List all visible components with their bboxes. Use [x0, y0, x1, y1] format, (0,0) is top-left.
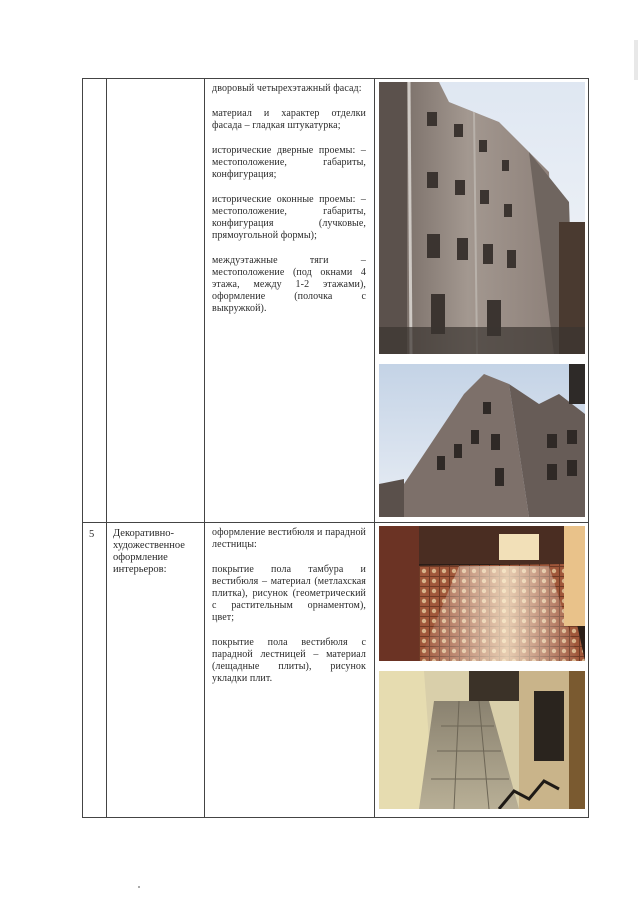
photo-cell	[375, 79, 589, 523]
description-paragraph: дворовый четырехэтажный фасад:	[212, 83, 362, 94]
description-paragraph: исторические дверные проемы: – местоположение, габариты, конфигурация;	[212, 145, 366, 180]
table-row	[83, 523, 589, 818]
description-paragraph: оформление вестибюля и парадной лестницы:	[212, 527, 366, 550]
staircase-photo	[379, 671, 585, 809]
courtyard-facade-photo	[379, 82, 585, 354]
row-number-cell	[83, 79, 107, 523]
description-paragraph: междуэтажные тяги – местоположение (под окнами 4 этажа, между 1-2 этажами), оформление (полочка с выкружкой).	[212, 255, 366, 314]
description-paragraph: покрытие пола вестибюля с парадной лестницей – материал (лещадные плиты), рисунок укладки плит.	[212, 637, 366, 684]
description-cell	[205, 523, 375, 818]
heritage-table	[82, 78, 589, 818]
vestibule-floor-photo	[379, 526, 585, 661]
description-paragraph: покрытие пола тамбура и вестибюля – материал (метлахская плитка), рисунок (геометрический с растительным орнаментом), цвет;	[212, 564, 366, 623]
row-number: 5	[89, 529, 95, 540]
row-number-cell	[83, 523, 107, 818]
scan-edge-mark	[634, 40, 638, 80]
section-title	[107, 79, 204, 84]
row-number	[83, 79, 106, 85]
description-cell	[205, 79, 375, 523]
section-cell	[107, 79, 205, 523]
scan-dot	[138, 886, 140, 888]
table-row	[83, 79, 589, 523]
section-cell	[107, 523, 205, 818]
description-paragraph: материал и характер отделки фасада – гладкая штукатурка;	[212, 108, 366, 131]
description-paragraph: исторические оконные проемы: – местоположение, габариты, конфигурация (лучковые, прямоугольной формы);	[212, 194, 366, 241]
photo-cell	[375, 523, 589, 818]
section-title: Декоративно-художественное оформление интерьеров:	[113, 528, 185, 575]
facade-angle-photo	[379, 364, 585, 517]
